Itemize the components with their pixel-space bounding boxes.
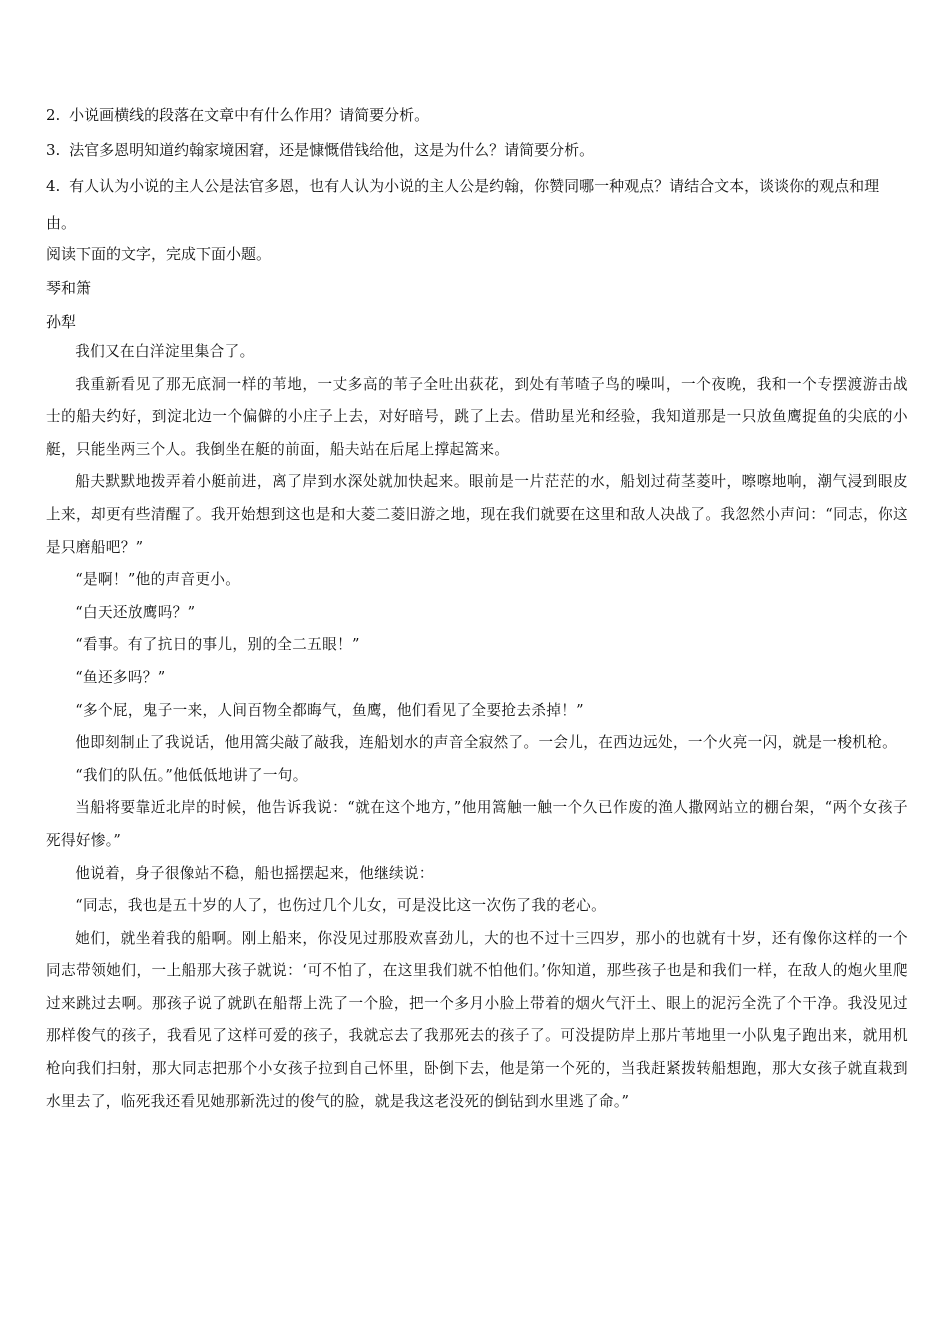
story-paragraph: 我们又在白洋淀里集合了。 [75,343,255,360]
question-number: 3. [46,141,61,159]
question-item [46,98,908,133]
question-list [46,98,908,242]
story-title: 琴和箫 [46,279,92,297]
question-number: 4. [46,177,61,195]
story-paragraph: “看事。有了抗日的事儿，别的全二五眼！” [75,636,360,654]
story-body [46,336,908,1118]
story-paragraph: “是啊！”他的声音更小。 [75,571,241,589]
reading-instruction: 阅读下面的文字，完成下面小题。 [46,245,272,263]
question-item [46,168,908,242]
question-text: 法官多恩明知道约翰家境困窘，还是慷慨借钱给他，这是为什么？请简要分析。 [69,141,595,159]
passage-header [46,237,908,339]
story-paragraph: “多个屁，鬼子一来，人间百物全都晦气，鱼鹰，他们看见了全要抢去杀掉！” [75,701,584,719]
story-author: 孙犁 [46,313,77,331]
story-paragraph: 他即刻制止了我说话，他用篙尖敲了敲我，连船划水的声音全寂然了。一会儿，在西边远处，一个火亮一闪，就是一梭机枪。 [75,734,898,752]
story-paragraph: 他说着，身子很像站不稳，船也摇摆起来，他继续说： [75,864,434,882]
question-item [46,133,908,168]
story-paragraph: “白天还放鹰吗？” [75,603,196,621]
question-text: 小说画横线的段落在文章中有什么作用？请简要分析。 [69,106,430,124]
story-paragraph: “同志，我也是五十岁的人了，也伤过几个儿女，可是没比这一次伤了我的老心。 [75,897,607,915]
story-paragraph: 她们，就坐着我的船啊。刚上船来，你没见过那股欢喜劲儿，大的也不过十三四岁，那小的也就有十岁，还有像你这样的一个同志带领她们，一上船那大孩子就说：‘可不怕了，在这里我们就不怕他们。’你知道，那些孩子也是和我们一样，在敌人的炮火里爬过来跳过去啊。那孩子说了就趴在船帮上洗了一个脸，把一个多月小脸上带着的烟火气汗土、眼上的泥污全洗了个干净。我没见过那样俊气的孩子，我看见了这样可爱的孩子，我就忘去了我那死去的孩子了。可没提防岸上那片苇地里一小队鬼子跑出来，就用机枪向我们扫射，那大同志把那个小女孩子拉到自己怀里，卧倒下去，他是第一个死的，当我赶紧拨转船想跑，那大女孩子就直栽到水里去了，临死我还看见她那新洗过的俊气的脸，就是我这老没死的倒钻到水里逃了命。” [46,929,908,1110]
question-number: 2. [46,106,61,124]
story-paragraph: 我重新看见了那无底洞一样的苇地，一丈多高的苇子全吐出荻花，到处有苇喳子鸟的噪叫，一个夜晚，我和一个专摆渡游击战士的船夫约好，到淀北边一个偏僻的小庄子上去，对好暗号，跳了上去。借助星光和经验，我知道那是一只放鱼鹰捉鱼的尖底的小艇，只能坐两三个人。我倒坐在艇的前面，船夫站在后尾上撑起篙来。 [46,375,908,458]
story-paragraph: 船夫默默地拨弄着小艇前进，离了岸到水深处就加快起来。眼前是一片茫茫的水，船划过荷茎菱叶，嚓嚓地响，潮气浸到眼皮上来，却更有些清醒了。我开始想到这也是和大菱二菱旧游之地，现在我们就要在这里和敌人决战了。我忽然小声问：“同志，你这是只磨船吧？” [46,473,908,556]
story-paragraph: “我们的队伍。”他低低地讲了一句。 [75,766,308,784]
question-text: 有人认为小说的主人公是法官多恩，也有人认为小说的主人公是约翰，你赞同哪一种观点？请结合文本，谈谈你的观点和理由。 [46,177,880,232]
story-paragraph: 当船将要靠近北岸的时候，他告诉我说：“就在这个地方，”他用篙触一触一个久已作废的渔人撒网站立的棚台架，“两个女孩子死得好惨。” [46,799,908,849]
story-paragraph: “鱼还多吗？” [75,668,166,686]
